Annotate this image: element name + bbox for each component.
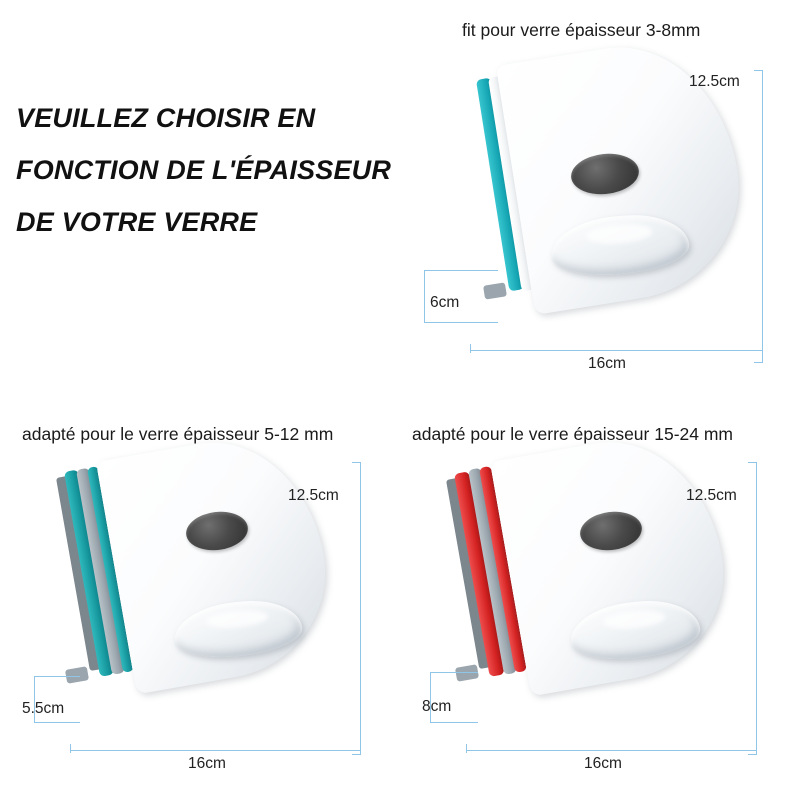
dim-height-left: 12.5cm — [288, 487, 339, 504]
tick-width-left-end — [360, 744, 361, 753]
dim-depth-top: 6cm — [430, 294, 460, 311]
tick-height-left-lower — [352, 754, 361, 755]
guide-depth-left-lower — [34, 722, 80, 723]
tick-height-right-lower — [748, 754, 757, 755]
guide-height-right — [756, 462, 757, 754]
guide-width-right — [466, 750, 756, 751]
dim-height-top: 12.5cm — [689, 73, 740, 90]
dim-depth-right: 8cm — [422, 698, 452, 715]
tick-width-left-start — [70, 744, 71, 753]
tick-height-right-upper — [748, 462, 757, 463]
guide-width-top — [470, 350, 762, 351]
guide-depth-top — [424, 270, 498, 271]
tick-width-right-end — [756, 744, 757, 753]
guide-height-left — [360, 462, 361, 754]
guide-height-top — [762, 70, 763, 362]
guide-depth-right-upper — [430, 672, 478, 673]
tick-width-right-start — [466, 744, 467, 753]
dim-width-left: 16cm — [188, 755, 226, 772]
tick-width-top-left — [470, 344, 471, 353]
dim-width-right: 16cm — [584, 755, 622, 772]
headline-line-2: FONCTION DE L'ÉPAISSEUR — [16, 155, 392, 185]
tick-height-left-upper — [352, 462, 361, 463]
dim-width-top: 16cm — [588, 355, 626, 372]
guide-depth-right-lower — [430, 722, 478, 723]
guide-depth-left-upper — [34, 676, 80, 677]
caption-bottom-left-panel: adapté pour le verre épaisseur 5-12 mm — [22, 424, 334, 444]
caption-bottom-right-panel: adapté pour le verre épaisseur 15-24 mm — [412, 424, 734, 444]
caption-top-panel: fit pour verre épaisseur 3-8mm — [462, 20, 701, 40]
dim-height-right: 12.5cm — [686, 487, 737, 504]
foot-left — [65, 666, 89, 684]
foot-top — [483, 282, 507, 299]
tick-height-top-upper — [754, 70, 763, 71]
page-headline — [16, 92, 446, 248]
dim-depth-left: 5.5cm — [22, 700, 65, 717]
guide-width-left — [70, 750, 360, 751]
guide-depth-top-lower — [424, 322, 498, 323]
foot-right — [455, 664, 479, 682]
product-top — [440, 56, 770, 356]
tick-height-top-lower — [754, 362, 763, 363]
headline-line-1: VEUILLEZ CHOISIR EN — [16, 103, 316, 133]
tick-width-top-right — [762, 344, 763, 353]
headline-line-3: DE VOTRE VERRE — [16, 207, 258, 237]
guide-depth-top-edge — [424, 270, 425, 322]
